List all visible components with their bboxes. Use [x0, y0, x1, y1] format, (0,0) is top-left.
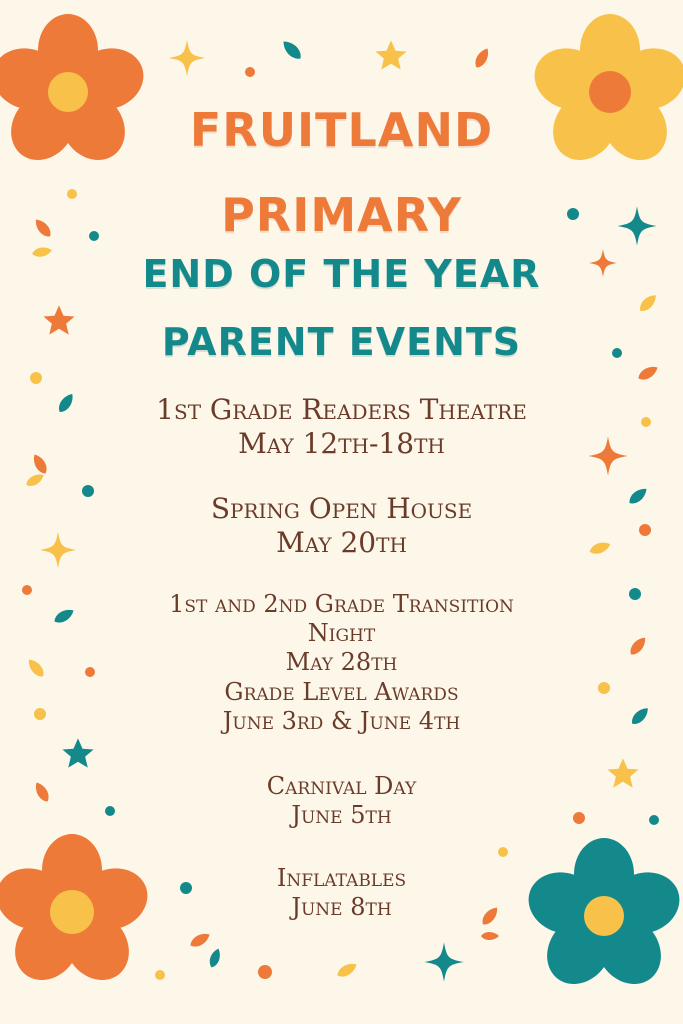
event-date: June 5th	[291, 801, 392, 829]
event-transition-night	[0, 590, 683, 677]
event-inflatables	[0, 864, 683, 922]
event-name-cont: Night	[307, 619, 376, 647]
event-date: June 3rd & June 4th	[222, 707, 461, 735]
event-carnival-day	[0, 772, 683, 830]
event-open-house	[0, 492, 683, 560]
event-date: May 20th	[276, 526, 407, 559]
subtitle-line1: END OF THE YEAR	[142, 252, 541, 296]
event-awards	[0, 678, 683, 736]
event-name: Spring Open House	[210, 492, 473, 525]
subtitle-line2: PARENT EVENTS	[161, 320, 522, 364]
event-name: 1st and 2nd Grade Transition	[169, 590, 514, 618]
event-readers-theatre	[0, 393, 683, 461]
event-date: May 28th	[285, 648, 398, 676]
event-date: June 8th	[291, 893, 392, 921]
event-name: Inflatables	[276, 864, 407, 892]
event-date: May 12th-18th	[238, 427, 445, 460]
event-name: Grade Level Awards	[224, 678, 459, 706]
school-name-line2: PRIMARY	[221, 188, 462, 242]
event-name: 1st Grade Readers Theatre	[156, 393, 527, 426]
school-name-line1: FRUITLAND	[189, 103, 494, 157]
event-name: Carnival Day	[266, 772, 417, 800]
